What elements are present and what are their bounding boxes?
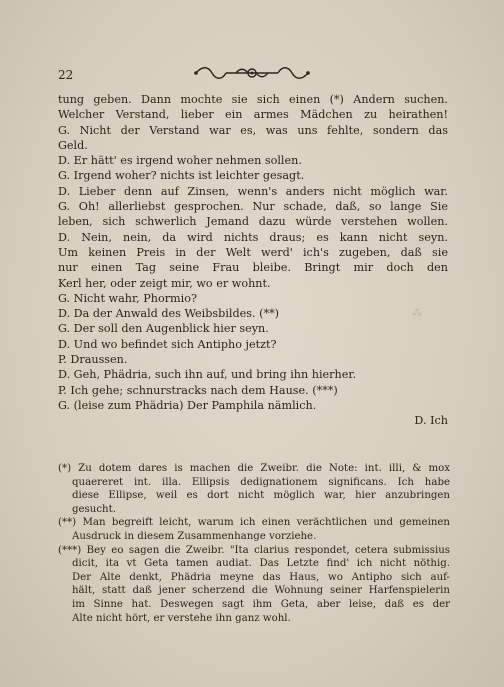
- footnote-line: quaereret int. illa. Ellipsis dedignationem significans. Ich habe: [72, 476, 450, 488]
- text-line: leben, sich schwerlich Jemand dazu würde verstehen wollen.: [58, 215, 448, 229]
- footnote-line: (**) Man begreift leicht, warum ich einen verächtlichen und gemeinen: [58, 517, 450, 529]
- footnote-line: (***) Bey eo sagen die Zweibr. "Ita clarius respondet, cetera submissius: [58, 544, 450, 556]
- text-line: D. Und wo befindet sich Antipho jetzt?: [58, 337, 277, 351]
- text-line: Welcher Verstand, lieber ein armes Mädchen zu heirathen!: [58, 108, 448, 122]
- footnotes: [58, 462, 450, 625]
- text-line: G. Der soll den Augenblick hier seyn.: [58, 322, 269, 336]
- page-number: 22: [58, 68, 74, 82]
- text-line: tung geben. Dann mochte sie sich einen (*) Andern suchen.: [58, 93, 448, 106]
- text-line: D. Nein, nein, da wird nichts draus; es kann nicht seyn.: [58, 230, 448, 244]
- footnote-line: Alte nicht hört, er verstehe ihn ganz wohl.: [72, 612, 291, 624]
- text-line: G. Nicht der Verstand war es, was uns fehlte, sondern das: [58, 123, 448, 137]
- text-line: Geld.: [58, 138, 88, 152]
- dialogue-text: [58, 92, 448, 429]
- footnote-line: Der Alte denkt, Phädria meyne das Haus, wo Antipho sich auf-: [72, 571, 450, 583]
- catchword: D. Ich: [414, 414, 448, 428]
- footnote-line: hält, statt daß jener scherzend die Wohnung seiner Harfenspielerin: [72, 585, 450, 597]
- footnote-line: dicit, ita vt Geta tamen audiat. Das Letzte find' ich nicht nöthig.: [72, 558, 450, 570]
- text-line: D. Geh, Phädria, such ihn auf, und bring ihn hierher.: [58, 368, 357, 382]
- text-line: G. Oh! allerliebst gesprochen. Nur schade, daß, so lange Sie: [58, 200, 448, 214]
- footnote-line: im Sinne hat. Deswegen sagt ihm Geta, aber leise, daß es der: [72, 598, 450, 610]
- bleed-through: ⁂: [412, 308, 422, 319]
- text-line: Kerl her, oder zeigt mir, wo er wohnt.: [58, 276, 271, 290]
- text-line: P. Ich gehe; schnurstracks nach dem Hause. (***): [58, 383, 338, 397]
- footnote-line: (*) Zu dotem dares is machen die Zweibr. die Note: int. illi, & mox: [58, 463, 450, 474]
- text-line: G. Nicht wahr, Phormio?: [58, 291, 197, 305]
- text-line: G. Irgend woher? nichts ist leichter gesagt.: [58, 169, 305, 183]
- text-line: G. (leise zum Phädria) Der Pamphila nämlich.: [58, 398, 317, 412]
- ornament-icon: [192, 64, 312, 82]
- text-line: D. Da der Anwald des Weibsbildes. (**): [58, 307, 280, 321]
- footnote-line: Ausdruck in diesem Zusammenhange vorziehe.: [72, 530, 317, 542]
- footnote-line: diese Ellipse, weil es dort nicht möglich war, hier anzubringen: [72, 490, 450, 502]
- text-line: P. Draussen.: [58, 353, 128, 367]
- text-line: nur einen Tag seine Frau bleibe. Bringt mir doch den: [58, 261, 448, 275]
- text-line: D. Er hätt' es irgend woher nehmen sollen.: [58, 154, 302, 168]
- text-line: D. Lieber denn auf Zinsen, wenn's anders nicht möglich war.: [58, 184, 448, 198]
- text-line: Um keinen Preis in der Welt werd' ich's zugeben, daß sie: [58, 245, 448, 259]
- footnote-line: gesucht.: [72, 503, 116, 515]
